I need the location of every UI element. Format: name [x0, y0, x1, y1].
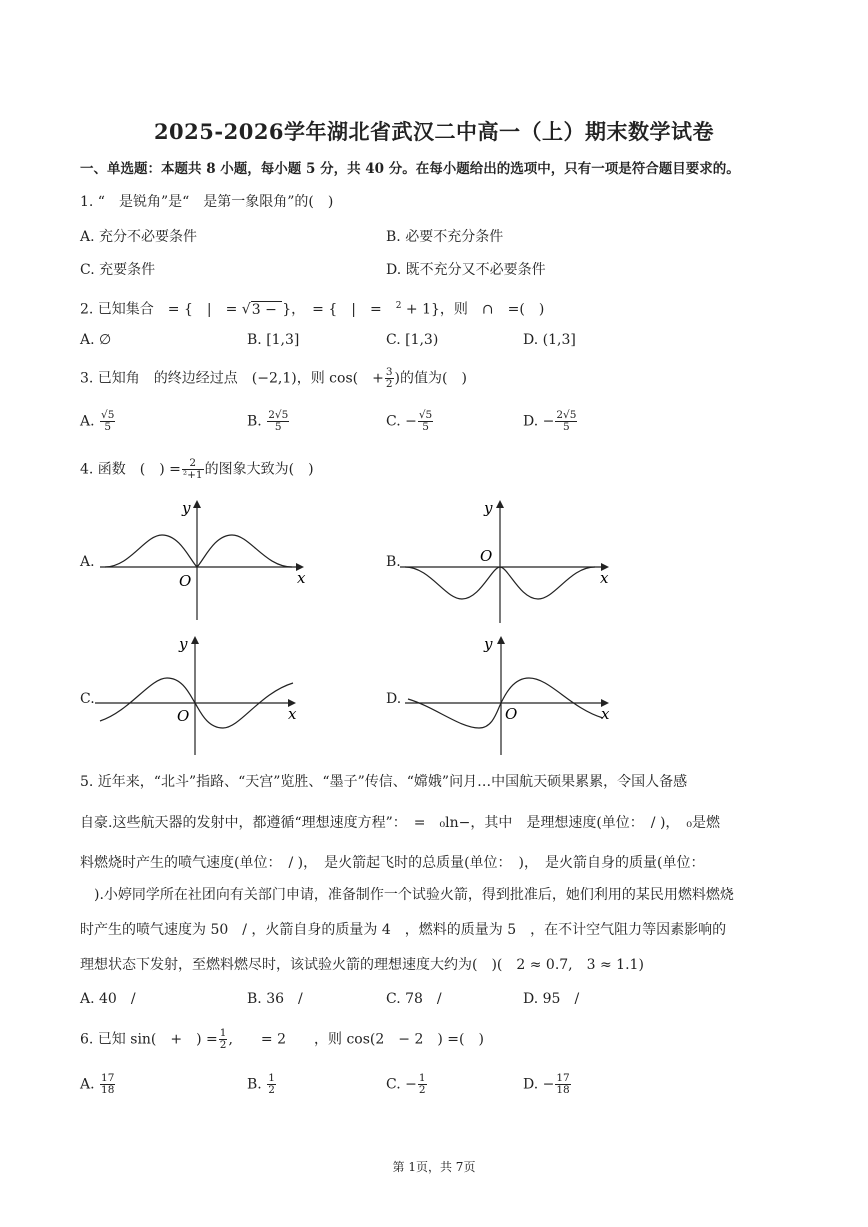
question-5-line-5: 时产生的喷气速度为 50 / ，火箭自身的质量为 4 ，燃料的质量为 5 ，在不计空气阻力等因素影响的 — [80, 922, 727, 938]
svg-text:x: x — [297, 569, 306, 587]
question-2-option-d: D. (1,3] — [523, 332, 576, 348]
q4-fraction: $\frac{2}{\text{²+1}}$ — [182, 457, 203, 481]
svg-text:x: x — [600, 569, 609, 587]
page-title: 2025-2026学年湖北省武汉二中高一（上）期末数学试卷 — [153, 119, 715, 144]
question-5-line-3: 料燃烧时产生的喷气速度(单位： / )， 是火箭起飞时的总质量(单位： )， 是火箭自身的质量(单位： — [80, 855, 705, 871]
q3-stem-post: )的值为( ) — [394, 370, 467, 387]
q2-sqrt: 3 − — [251, 301, 282, 318]
question-2-option-a: A. ∅ — [80, 332, 112, 348]
svg-text:x: x — [288, 705, 297, 723]
question-6-option-d: D. − $\frac{17}{18}$ — [523, 1072, 570, 1096]
q2-stem-post: + 1}，则 ∩ =( ) — [401, 301, 545, 318]
question-6-option-b: B. $\frac{1}{2}$ — [247, 1072, 275, 1096]
svg-text:O: O — [177, 707, 190, 725]
graph-a — [100, 495, 310, 620]
page-footer: 第 1页，共 7页 — [392, 1160, 476, 1174]
svg-text:y: y — [484, 635, 493, 653]
svg-text:O: O — [480, 547, 493, 565]
q2-sup: 2 — [395, 301, 402, 311]
question-6-stem: 6. 已知 sin( + ) = $\frac{1}{2}$ , = 2 ，则 cos(2 − 2 ) =( ) — [80, 1027, 484, 1051]
graph-b — [400, 495, 615, 625]
question-5-option-b: B. 36 / — [247, 991, 303, 1007]
question-5-option-d: D. 95 / — [523, 991, 580, 1007]
question-5-line-1: 5. 近年来，“北斗”指路、“天宫”览胜、“墨子”传信、“嫦娥”问月…中国航天硕果累累，令国人备感 — [80, 774, 688, 790]
q6-fraction: $\frac{1}{2}$ — [219, 1027, 227, 1051]
q3-stem-pre: 3. 已知角 的终边经过点 (−2,1)，则 cos( + — [80, 370, 384, 387]
question-1-option-d: D. 既不充分又不必要条件 — [386, 262, 546, 278]
question-5-line-2: 自豪.这些航天器的发射中，都遵循“理想速度方程”： = ₀ln−，其中 是理想速度(单位： / )， ₀是燃 — [80, 815, 721, 831]
question-2-option-b: B. [1,3] — [247, 332, 300, 348]
question-3-option-b: B. $\frac{2√5}{5}$ — [247, 409, 289, 433]
svg-text:y: y — [179, 635, 188, 653]
svg-text:x: x — [601, 705, 610, 723]
question-3-option-a: A. $\frac{√5}{5}$ — [80, 409, 115, 433]
question-3-option-c: C. − $\frac{√5}{5}$ — [386, 409, 433, 433]
question-4-option-d-label: D. — [386, 691, 402, 707]
question-2-option-c: C. [1,3) — [386, 332, 439, 348]
question-5-option-a: A. 40 / — [80, 991, 136, 1007]
question-3-option-d: D. − $\frac{2√5}{5}$ — [523, 409, 577, 433]
question-5-option-c: C. 78 / — [386, 991, 442, 1007]
question-1-option-a: A. 充分不必要条件 — [80, 229, 198, 245]
question-1-option-b: B. 必要不充分条件 — [386, 229, 504, 245]
question-5-line-4: ).小婷同学所在社团向有关部门申请，准备制作一个试验火箭，得到批准后，她们利用的某民用燃料燃烧 — [80, 887, 734, 903]
graph-d — [405, 633, 615, 758]
question-5-line-6: 理想状态下发射，至燃料燃尽时，该试验火箭的理想速度大约为( )( 2 ≈ 0.7, 3 ≈ 1.1) — [80, 957, 644, 973]
question-2-stem: 2. 已知集合 = { | = √3 − }， = { | = $^2$ + 1}，则 ∩ =( ) — [80, 301, 545, 318]
question-1-stem: 1. “ 是锐角”是“ 是第一象限角”的( ) — [80, 194, 334, 210]
q2-stem-pre: 2. 已知集合 = { | = — [80, 301, 242, 318]
question-1-option-c: C. 充要条件 — [80, 262, 156, 278]
question-6-option-a: A. $\frac{17}{18}$ — [80, 1072, 115, 1096]
question-4-option-b-label: B. — [386, 554, 401, 570]
question-4-option-c-label: C. — [80, 691, 95, 707]
section-heading: 一、单选题：本题共 8 小题，每小题 5 分，共 40 分。在每小题给出的选项中，只有一项是符合题目要求的。 — [80, 161, 740, 177]
q2-stem-mid: }， = { | = — [282, 301, 396, 318]
svg-text:y: y — [484, 499, 493, 517]
svg-text:O: O — [505, 705, 518, 723]
question-4-stem: 4. 函数 ( ) = $\frac{2}{\text{²+1}}$ 的图象大致为( ) — [80, 457, 314, 481]
question-3-stem — [80, 367, 467, 390]
svg-text:O: O — [179, 572, 192, 590]
graph-c — [95, 633, 305, 758]
q3-fraction: $\frac{3}{2}$ — [385, 366, 393, 390]
question-4-option-a-label: A. — [80, 554, 95, 570]
svg-text:y: y — [182, 499, 191, 517]
question-6-option-c: C. − $\frac{1}{2}$ — [386, 1072, 426, 1096]
